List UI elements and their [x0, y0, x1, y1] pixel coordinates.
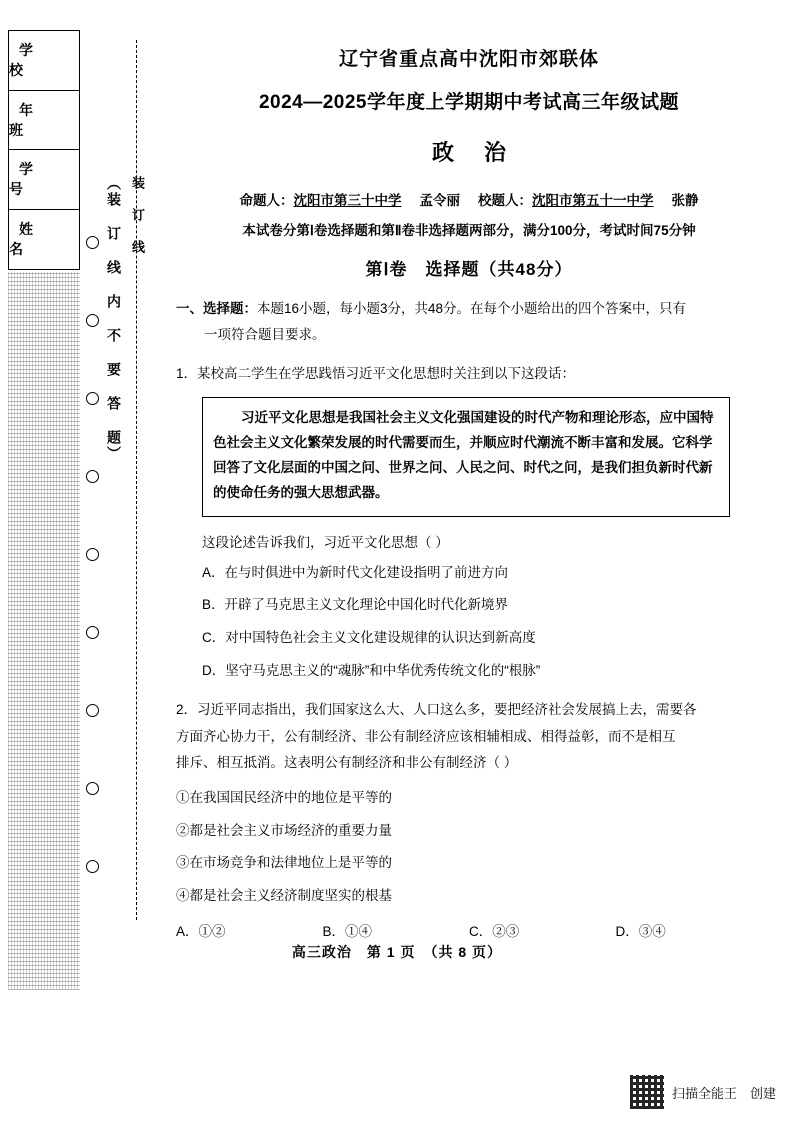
instruction-text: 本题16小题，每小题3分，共48分。在每个小题给出的四个答案中，只有 [257, 301, 687, 316]
page-title-line1: 辽宁省重点高中沈阳市郊联体 [338, 49, 599, 70]
setter-school: 沈阳市第三十中学 [293, 193, 402, 208]
seal-vertical-text-right: 装 订 线 [130, 176, 145, 255]
checker-label: 校题人： [478, 193, 532, 208]
seal-cell-class: 年 班 [9, 91, 79, 151]
scan-noise-strip [8, 272, 80, 990]
paper-body [176, 44, 762, 940]
question-2-choice-b[interactable]: B．①④ [322, 923, 373, 939]
exam-note: 本试卷分第Ⅰ卷选择题和第Ⅱ卷非选择题两部分，满分100分，考试时间75分钟 [242, 223, 696, 238]
question-2-sub-option-3: ③在市场竞争和法律地位上是平等的 [176, 855, 392, 871]
seal-cell-name: 姓 名 [9, 221, 43, 258]
subject-title: 政 治 [431, 140, 519, 165]
question-1-option-a[interactable]: A．在与时俱进中为新时代文化建设指明了前进方向 [202, 564, 509, 580]
question-1-stem: 某校高二学生在学思践悟习近平文化思想时关注到以下这段话： [197, 365, 576, 381]
qr-code-icon [630, 1075, 664, 1109]
question-2-stem-line3: 排斥、相互抵消。这表明公有制经济和非公有制经济（ ） [176, 754, 518, 770]
section-instruction [176, 296, 762, 349]
question-1-option-c[interactable]: C．对中国特色社会主义文化建设规律的认识达到新高度 [202, 630, 536, 645]
question-1 [176, 361, 762, 387]
instruction-text-2: 一项符合题目要求。 [204, 327, 326, 343]
seal-vertical-text-left: （装 订 线 内 不 要 答 题） [106, 176, 122, 462]
seal-cell-student-number: 学 号 [9, 150, 79, 210]
question-1-quote-text: 习近平文化思想是我国社会主义文化强国建设的时代产物和理论形态，应中国特色社会主义文化繁荣发展的时代需要而生，并顺应时代潮流不断丰富和发展。它科学回答了文化层面的中国之问、世界之问、人民之问、时代之问，是我们担负新时代新的使命任务的强大思想武器。 [213, 409, 714, 500]
question-2-number: 2． [176, 702, 198, 718]
question-2-sub-option-1: ①在我国国民经济中的地位是平等的 [176, 790, 392, 806]
student-info-seal-box [8, 30, 80, 270]
page-footer: 高三政治 第 1 页 （共 8 页） [291, 944, 503, 960]
setter-name: 孟令丽 [419, 193, 460, 208]
question-2-stem-line2: 方面齐心协力干，公有制经济、非公有制经济应该相辅相成、相得益彰，而不是相互 [176, 728, 676, 744]
question-1-quote-box [202, 397, 730, 517]
seal-cell-school: 学 校 [9, 31, 79, 91]
question-2-sub-option-4: ④都是社会主义经济制度坚实的根基 [176, 887, 392, 903]
credits-line [176, 189, 762, 209]
instruction-label: 一、选择题： [176, 301, 257, 316]
question-2-choice-a[interactable]: A．①② [176, 923, 226, 939]
setter-label: 命题人： [239, 193, 294, 208]
question-2-choice-d[interactable]: D．③④ [615, 923, 666, 939]
checker-school: 沈阳市第五十一中学 [532, 193, 654, 208]
scan-watermark-text: 扫描全能王 创建 [671, 1085, 776, 1101]
question-1-lead: 这段论述告诉我们，习近平文化思想（ ） [202, 534, 449, 550]
page-title-line2: 2024—2025学年度上学期期中考试高三年级试题 [258, 92, 680, 113]
scan-watermark [630, 1075, 776, 1109]
section-heading: 第Ⅰ卷 选择题（共48分） [365, 260, 573, 279]
question-1-option-b[interactable]: B．开辟了马克思主义文化理论中国化时代化新境界 [202, 597, 509, 613]
question-2-stem-line1: 习近平同志指出，我们国家这么大、人口这么多，要把经济社会发展搞上去，需要各 [197, 702, 697, 718]
binding-holes [86, 236, 102, 916]
question-2-choices [176, 920, 762, 940]
question-2-sub-option-2: ②都是社会主义市场经济的重要力量 [176, 822, 392, 838]
question-2-choice-c[interactable]: C．②③ [469, 923, 520, 939]
question-1-number: 1． [176, 365, 198, 381]
question-1-option-d[interactable]: D．坚守马克思主义的“魂脉”和中华优秀传统文化的“根脉” [202, 662, 541, 678]
checker-name: 张静 [671, 193, 699, 208]
question-2 [176, 697, 762, 776]
